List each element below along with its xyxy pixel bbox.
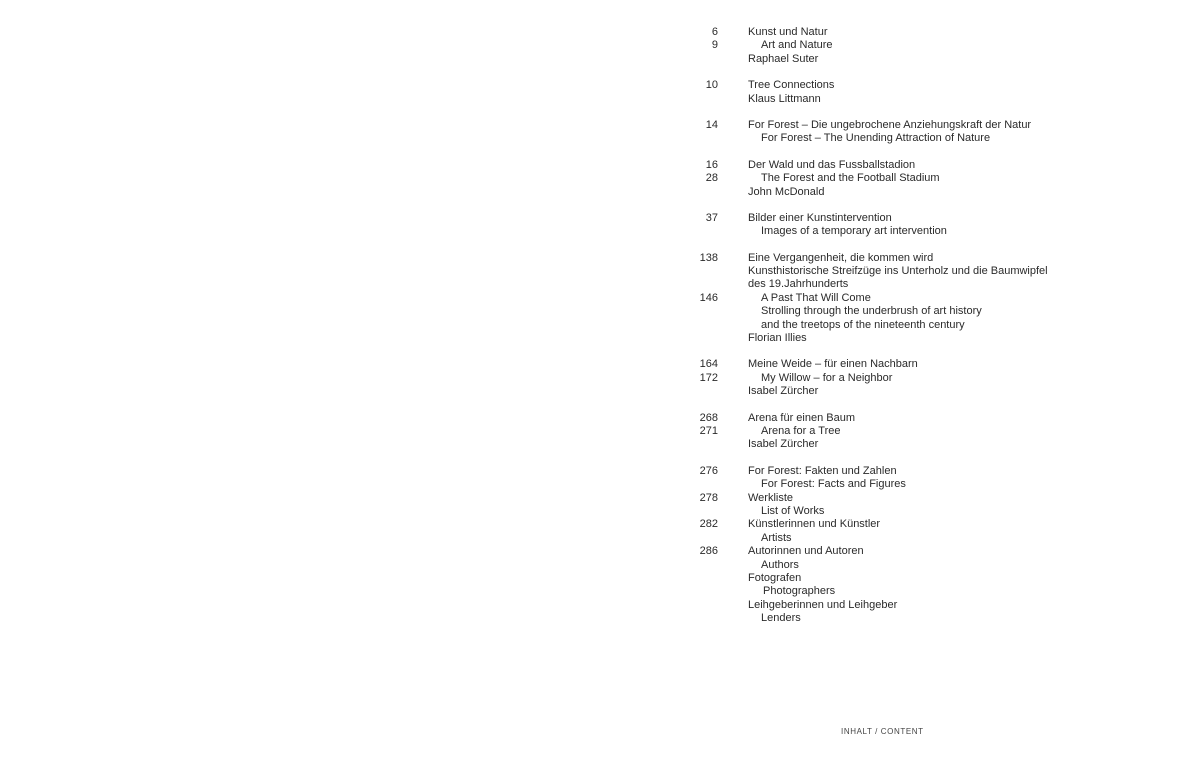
toc-entry <box>690 292 1110 305</box>
toc-entry-title: Klaus Littmann <box>748 92 821 105</box>
toc-entry <box>690 572 1110 585</box>
toc-entry-title: Künstlerinnen und Künstler <box>748 518 881 531</box>
toc-entry-title: Arena for a Tree <box>761 424 841 437</box>
toc-entry <box>690 53 1110 66</box>
toc-entry <box>690 385 1110 398</box>
toc-section <box>690 358 1110 398</box>
toc-entry <box>690 332 1110 345</box>
toc-section <box>690 79 1110 106</box>
toc-entry <box>690 93 1110 106</box>
toc-entry <box>690 132 1110 145</box>
toc-page-number: 146 <box>699 291 718 304</box>
toc-entry-title: Bilder einer Kunstintervention <box>748 211 892 224</box>
toc-entry <box>690 186 1110 199</box>
toc-entry-title: Authors <box>761 558 799 571</box>
toc-entry-title: Florian Illies <box>748 332 807 345</box>
toc-page-number: 282 <box>699 518 718 531</box>
toc-entry-title: Arena für einen Baum <box>748 411 856 424</box>
toc-page-number: 271 <box>699 424 718 437</box>
toc-entry <box>690 492 1110 505</box>
toc-entry <box>690 159 1110 172</box>
toc-section <box>690 465 1110 626</box>
toc-entry-title: Der Wald und das Fussballstadion <box>748 158 916 171</box>
toc-page-number: 138 <box>699 251 718 264</box>
toc-entry <box>690 252 1110 265</box>
toc-page-number: 172 <box>699 371 718 384</box>
toc-entry-title: Images of a temporary art intervention <box>761 225 947 238</box>
toc-entry <box>690 478 1110 491</box>
toc-entry-title: My Willow – for a Neighbor <box>761 371 893 384</box>
toc-entry <box>690 119 1110 132</box>
toc-section <box>690 119 1110 146</box>
toc-entry <box>690 305 1110 318</box>
toc-section <box>690 252 1110 346</box>
toc-entry-title: Meine Weide – für einen Nachbarn <box>748 358 918 371</box>
toc-entry <box>690 278 1110 291</box>
toc-entry-title: Kunsthistorische Streifzüge ins Unterholz und die Baumwipfel <box>748 265 1048 278</box>
toc-page-number: 16 <box>705 158 718 171</box>
toc-entry-title: For Forest: Fakten und Zahlen <box>748 464 897 477</box>
toc-page-number: 286 <box>699 545 718 558</box>
toc-page-number: 6 <box>711 26 718 38</box>
toc-entry-title: Tree Connections <box>748 79 835 92</box>
toc-entry-title: Kunst und Natur <box>748 26 828 38</box>
toc-entry <box>690 212 1110 225</box>
toc-entry <box>690 319 1110 332</box>
toc-entry-title: Leihgeberinnen und Leihgeber <box>748 598 898 611</box>
toc-page-number: 268 <box>699 411 718 424</box>
toc-entry <box>690 612 1110 625</box>
toc-entry <box>690 465 1110 478</box>
toc-section <box>690 159 1110 199</box>
toc-entry <box>690 545 1110 558</box>
toc-entry-title: Isabel Zürcher <box>748 385 819 398</box>
toc-entry <box>690 585 1110 598</box>
toc-section <box>690 26 1110 66</box>
toc-entry-title: List of Works <box>761 504 825 517</box>
toc-section <box>690 412 1110 452</box>
toc-page-number: 278 <box>699 491 718 504</box>
toc-entry <box>690 599 1110 612</box>
toc-entry-title: For Forest: Facts and Figures <box>761 478 906 491</box>
toc-entry <box>690 372 1110 385</box>
toc-entry <box>690 265 1110 278</box>
toc-entry-title: Eine Vergangenheit, die kommen wird <box>748 251 934 264</box>
toc-page-number: 164 <box>699 358 718 371</box>
toc-entry-title: The Forest and the Football Stadium <box>761 172 940 185</box>
toc-entry <box>690 532 1110 545</box>
toc-entry-title: Autorinnen und Autoren <box>748 545 864 558</box>
toc-page-number: 37 <box>705 211 718 224</box>
toc-entry <box>690 505 1110 518</box>
toc-entry-title: Photographers <box>763 585 836 598</box>
toc-entry <box>690 425 1110 438</box>
toc-entry-title: Art and Nature <box>761 39 833 52</box>
toc-entry-title: Lenders <box>761 612 801 625</box>
toc-entry-title: and the treetops of the nineteenth century <box>761 318 965 331</box>
toc-page-number: 28 <box>705 172 718 185</box>
toc-entry <box>690 518 1110 531</box>
toc-entry-title: A Past That Will Come <box>761 291 871 304</box>
toc-entry-title: Raphael Suter <box>748 52 819 65</box>
table-of-contents <box>690 26 1110 638</box>
toc-entry <box>690 225 1110 238</box>
toc-entry-title: Werkliste <box>748 491 794 504</box>
toc-entry <box>690 39 1110 52</box>
toc-entry-title: John McDonald <box>748 185 825 198</box>
toc-entry-title: des 19.Jahrhunderts <box>748 278 849 291</box>
toc-entry <box>690 559 1110 572</box>
toc-entry <box>690 438 1110 451</box>
toc-entry-title: For Forest – Die ungebrochene Anziehungskraft der Natur <box>748 118 1032 131</box>
toc-entry <box>690 412 1110 425</box>
toc-entry <box>690 26 1110 39</box>
toc-entry-title: Strolling through the underbrush of art history <box>761 305 982 318</box>
toc-entry-title: For Forest – The Unending Attraction of Nature <box>761 132 991 145</box>
toc-entry-title: Artists <box>761 531 792 544</box>
toc-entry-title: Fotografen <box>748 571 802 584</box>
toc-page-number: 276 <box>699 464 718 477</box>
toc-entry <box>690 79 1110 92</box>
toc-page-number: 10 <box>705 79 718 92</box>
toc-page-number: 14 <box>705 118 718 131</box>
toc-entry-title: Isabel Zürcher <box>748 438 819 451</box>
toc-entry <box>690 358 1110 371</box>
toc-entry <box>690 172 1110 185</box>
toc-section <box>690 212 1110 239</box>
footer-section-label: INHALT / CONTENT <box>841 727 924 736</box>
toc-page-number: 9 <box>711 39 718 52</box>
